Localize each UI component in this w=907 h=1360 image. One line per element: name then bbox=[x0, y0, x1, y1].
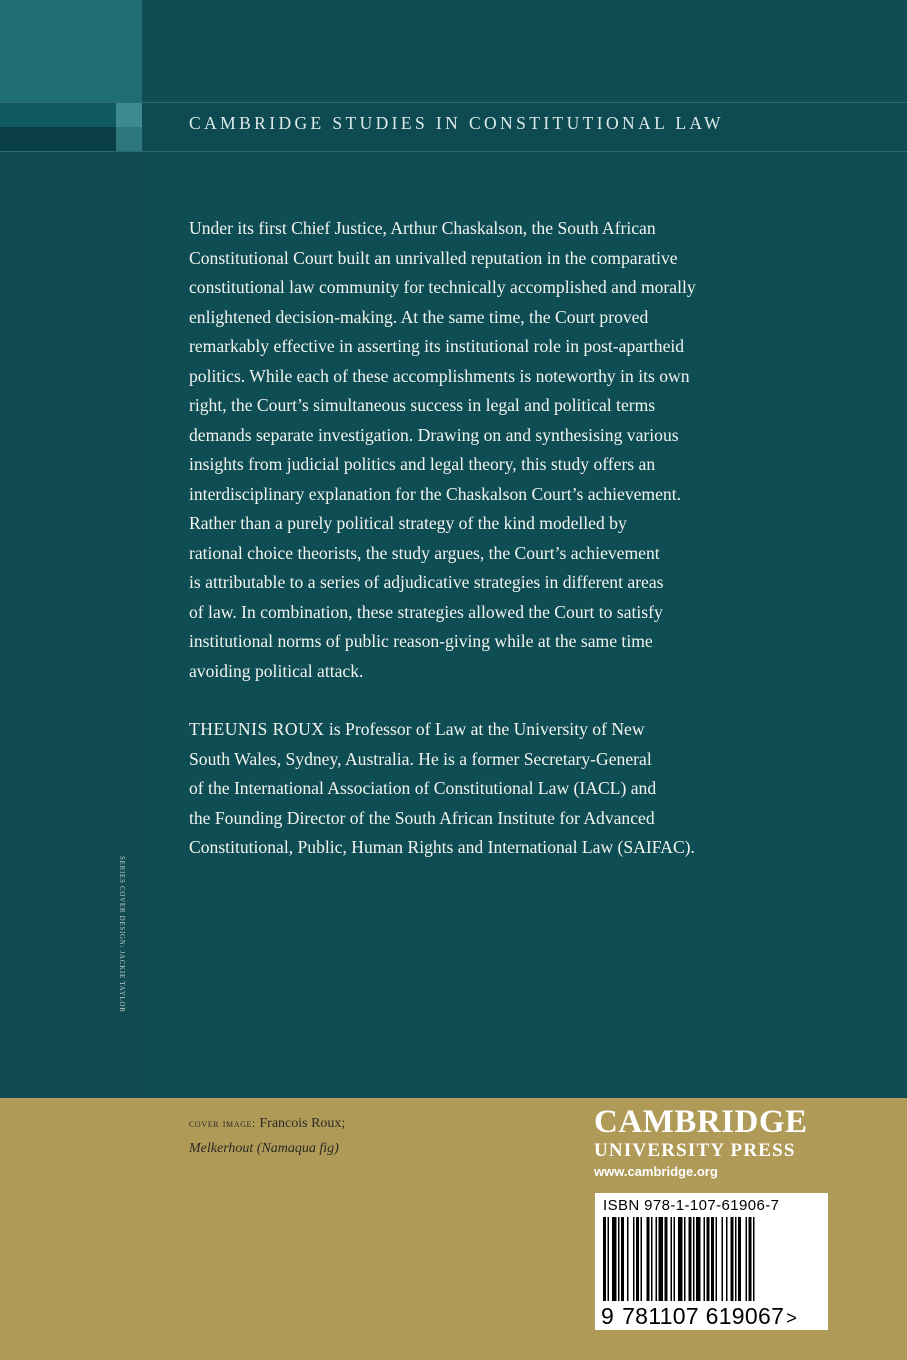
author-bio: is Professor of Law at the University of New South Wales, Sydney, Australia. He is a former Secretary-General of the International Association of Constitutional Law (IACL) and the Founding Director of the South African Institute for Advanced Constitutional, Public, Human Rights and International Law (SAIFAC). bbox=[189, 719, 695, 857]
barcode-bars bbox=[603, 1217, 815, 1301]
publisher-name: CAMBRIDGE bbox=[594, 1104, 808, 1140]
barcode-bar bbox=[665, 1217, 668, 1301]
barcode-bar bbox=[618, 1217, 620, 1301]
barcode-bar bbox=[612, 1217, 617, 1301]
barcode-bar bbox=[746, 1217, 748, 1301]
cover-credit-line-2 bbox=[189, 1136, 345, 1161]
isbn-number: ISBN 978-1-107-61906-7 bbox=[603, 1197, 780, 1214]
cover-image-credit bbox=[189, 1111, 345, 1161]
top-left-color-block bbox=[0, 0, 142, 102]
publisher-subname: UNIVERSITY PRESS bbox=[594, 1140, 796, 1161]
band-block bbox=[0, 103, 116, 127]
barcode-bar bbox=[627, 1217, 629, 1301]
barcode-bar bbox=[696, 1217, 701, 1301]
publisher-logo bbox=[594, 1104, 826, 1182]
band-block bbox=[116, 127, 142, 151]
barcode-bar bbox=[731, 1217, 734, 1301]
author-paragraph bbox=[189, 715, 829, 863]
book-blurb bbox=[189, 214, 829, 892]
barcode-bar bbox=[671, 1217, 673, 1301]
cover-image-artist: Francois Roux; bbox=[255, 1116, 346, 1131]
barcode-bar bbox=[726, 1217, 728, 1301]
barcode-bar bbox=[674, 1217, 676, 1301]
barcode-bar bbox=[735, 1217, 737, 1301]
barcode-bar bbox=[651, 1217, 653, 1301]
barcode-bar bbox=[621, 1217, 624, 1301]
series-title: CAMBRIDGE STUDIES IN CONSTITUTIONAL LAW bbox=[189, 113, 724, 133]
barcode-main-digits: 781107 619067 bbox=[622, 1303, 785, 1329]
barcode-bar bbox=[689, 1217, 692, 1301]
barcode-bar bbox=[641, 1217, 643, 1301]
barcode-first-digit: 9 bbox=[601, 1303, 615, 1329]
design-credit bbox=[116, 856, 128, 1046]
barcode-bar bbox=[684, 1217, 686, 1301]
cover-image-title: Melkerhout bbox=[189, 1141, 254, 1156]
barcode-bar bbox=[753, 1217, 755, 1301]
cover-credit-line-1 bbox=[189, 1111, 345, 1136]
barcode-bar bbox=[608, 1217, 610, 1301]
barcode-digits bbox=[601, 1303, 797, 1330]
barcode-bar bbox=[693, 1217, 695, 1301]
barcode-bar bbox=[716, 1217, 718, 1301]
barcode-bar bbox=[656, 1217, 658, 1301]
barcode-bar bbox=[647, 1217, 650, 1301]
barcode-arrow: > bbox=[786, 1308, 797, 1328]
band-block bbox=[0, 127, 116, 151]
band-block bbox=[116, 103, 142, 127]
author-name: THEUNIS ROUX bbox=[189, 719, 325, 739]
cover-image-label: cover image: bbox=[189, 1116, 256, 1130]
barcode-bar bbox=[738, 1217, 741, 1301]
barcode-bar bbox=[603, 1217, 606, 1301]
barcode-bar bbox=[749, 1217, 752, 1301]
barcode-bar bbox=[722, 1217, 724, 1301]
design-credit-text: SERIES COVER DESIGN: JACKIE TAYLOR bbox=[118, 856, 126, 1013]
barcode-bar bbox=[711, 1217, 714, 1301]
barcode-bar bbox=[659, 1217, 664, 1301]
publisher-url: www.cambridge.org bbox=[594, 1164, 718, 1179]
barcode-bar bbox=[636, 1217, 639, 1301]
barcode-bar bbox=[707, 1217, 710, 1301]
barcode-bar bbox=[633, 1217, 635, 1301]
cover-image-subtitle: (Namaqua fig) bbox=[253, 1141, 339, 1156]
isbn-barcode bbox=[595, 1193, 828, 1330]
barcode-bar bbox=[704, 1217, 706, 1301]
summary-paragraph: Under its first Chief Justice, Arthur Chaskalson, the South African Constitutional Court built an unrivalled reputation in the comparative constitutional law community for technically accomplished and morally enlightened decision-making. At the same time, the Court proved remarkably effective in asserting its institutional role in post-apartheid politics. While each of these accomplishments is noteworthy in its own right, the Court’s simultaneous success in legal and political terms demands separate investigation. Drawing on and synthesising various insights from judicial politics and legal theory, this study offers an interdisciplinary explanation for the Chaskalson Court’s achievement. Rather than a purely political strategy of the kind modelled by rational choice theorists, the study argues, the Court’s achievement is attributable to a series of adjudicative strategies in different areas of law. In combination, these strategies allowed the Court to satisfy institutional norms of public reason-giving while at the same time avoiding political attack. bbox=[189, 218, 696, 681]
barcode-bar bbox=[678, 1217, 683, 1301]
